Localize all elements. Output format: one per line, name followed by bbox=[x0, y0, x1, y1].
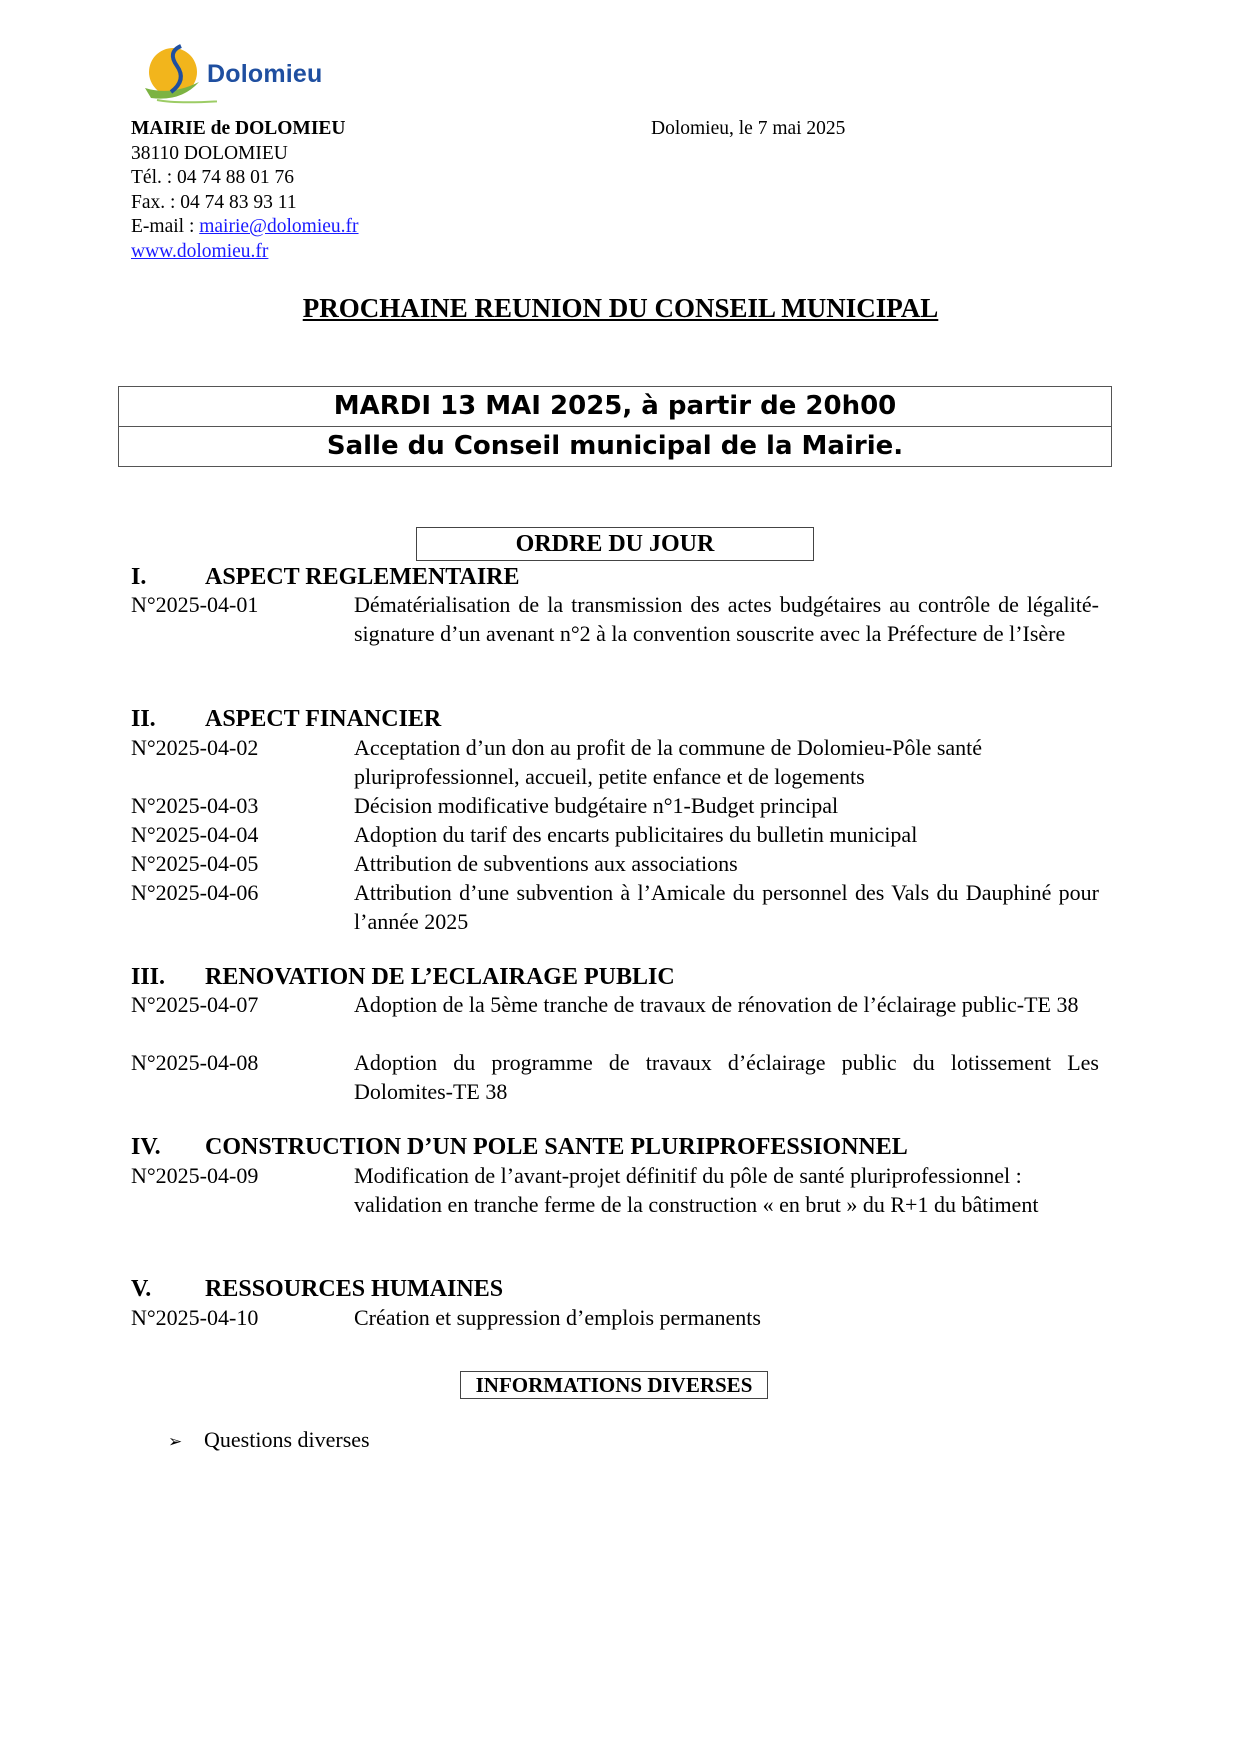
org-name: MAIRIE de DOLOMIEU bbox=[131, 118, 346, 139]
section-number: IV. bbox=[131, 1134, 161, 1160]
section-title: ASPECT REGLEMENTAIRE bbox=[205, 564, 520, 590]
dolomieu-logo bbox=[137, 42, 337, 106]
section-number: III. bbox=[131, 964, 166, 990]
item-code: N°2025-04-10 bbox=[131, 1305, 259, 1330]
item-text: Attribution d’une subvention à l’Amicale du personnel des Vals du Dauphiné pour l’année 2025 bbox=[354, 880, 1099, 934]
email-link[interactable]: mairie@dolomieu.fr bbox=[199, 216, 359, 237]
website-link[interactable]: www.dolomieu.fr bbox=[131, 240, 269, 262]
section-heading bbox=[131, 964, 675, 991]
section-title: CONSTRUCTION D’UN POLE SANTE PLURIPROFESSIONNEL bbox=[205, 1134, 908, 1160]
item-code: N°2025-04-03 bbox=[131, 793, 259, 818]
logo-text: Dolomieu bbox=[207, 60, 323, 88]
dolomieu-logo-icon bbox=[137, 42, 217, 106]
meeting-date: MARDI 13 MAI 2025, à partir de 20h00 bbox=[333, 391, 897, 421]
agenda-title: ORDRE DU JOUR bbox=[416, 527, 814, 561]
letter-date: Dolomieu, le 7 mai 2025 bbox=[651, 118, 846, 139]
list-item bbox=[168, 1427, 370, 1453]
phone-number: Tél. : 04 74 88 01 76 bbox=[131, 167, 295, 188]
email-label: E-mail : bbox=[131, 216, 200, 237]
item-text: Dématérialisation de la transmission des actes budgétaires au contrôle de légalité-signature d’un avenant n°2 à la convention souscrite avec la Préfecture de l’Isère bbox=[354, 592, 1099, 646]
item-code: N°2025-04-09 bbox=[131, 1163, 259, 1188]
item-code: N°2025-04-01 bbox=[131, 592, 259, 617]
item-text: Adoption du tarif des encarts publicitaires du bulletin municipal bbox=[354, 822, 918, 847]
section-title: RESSOURCES HUMAINES bbox=[205, 1276, 504, 1302]
item-code: N°2025-04-04 bbox=[131, 822, 259, 847]
meeting-box bbox=[118, 386, 1112, 467]
info-title: INFORMATIONS DIVERSES bbox=[460, 1371, 768, 1399]
email-line bbox=[131, 215, 359, 240]
arrow-bullet-icon: ➢ bbox=[168, 1432, 183, 1452]
section-number: I. bbox=[131, 564, 147, 590]
section-heading bbox=[131, 564, 520, 591]
item-text: Attribution de subventions aux associations bbox=[354, 851, 738, 876]
item-code: N°2025-04-02 bbox=[131, 735, 259, 760]
page-title: PROCHAINE REUNION DU CONSEIL MUNICIPAL bbox=[302, 293, 939, 323]
item-code: N°2025-04-06 bbox=[131, 880, 259, 905]
item-text: Décision modificative budgétaire n°1-Budget principal bbox=[354, 793, 839, 818]
section-heading bbox=[131, 706, 441, 733]
postal-address: 38110 DOLOMIEU bbox=[131, 142, 288, 164]
item-text: Adoption du programme de travaux d’éclairage public du lotissement Les Dolomites-TE 38 bbox=[354, 1050, 1099, 1104]
section-heading bbox=[131, 1134, 908, 1161]
bullet-text: Questions diverses bbox=[204, 1427, 370, 1452]
section-number: II. bbox=[131, 706, 156, 732]
section-title: ASPECT FINANCIER bbox=[205, 706, 442, 732]
meeting-location: Salle du Conseil municipal de la Mairie. bbox=[119, 426, 1111, 466]
item-text: Création et suppression d’emplois permanents bbox=[354, 1305, 761, 1330]
item-code: N°2025-04-08 bbox=[131, 1050, 259, 1075]
item-code: N°2025-04-05 bbox=[131, 851, 259, 876]
address-block bbox=[131, 117, 359, 264]
section-heading bbox=[131, 1276, 503, 1303]
item-text: Acceptation d’un don au profit de la commune de Dolomieu-Pôle santé pluriprofessionnel, accueil, petite enfance et de logements bbox=[354, 735, 983, 789]
item-text: Adoption de la 5ème tranche de travaux de rénovation de l’éclairage public-TE 38 bbox=[354, 992, 1079, 1017]
fax-number: Fax. : 04 74 83 93 11 bbox=[131, 191, 297, 213]
item-code: N°2025-04-07 bbox=[131, 992, 259, 1017]
item-text: Modification de l’avant-projet définitif du pôle de santé pluriprofessionnel : validation en tranche ferme de la construction « en brut » du R+1 du bâtiment bbox=[354, 1163, 1039, 1217]
section-number: V. bbox=[131, 1276, 152, 1302]
section-title: RENOVATION DE L’ECLAIRAGE PUBLIC bbox=[205, 964, 675, 990]
